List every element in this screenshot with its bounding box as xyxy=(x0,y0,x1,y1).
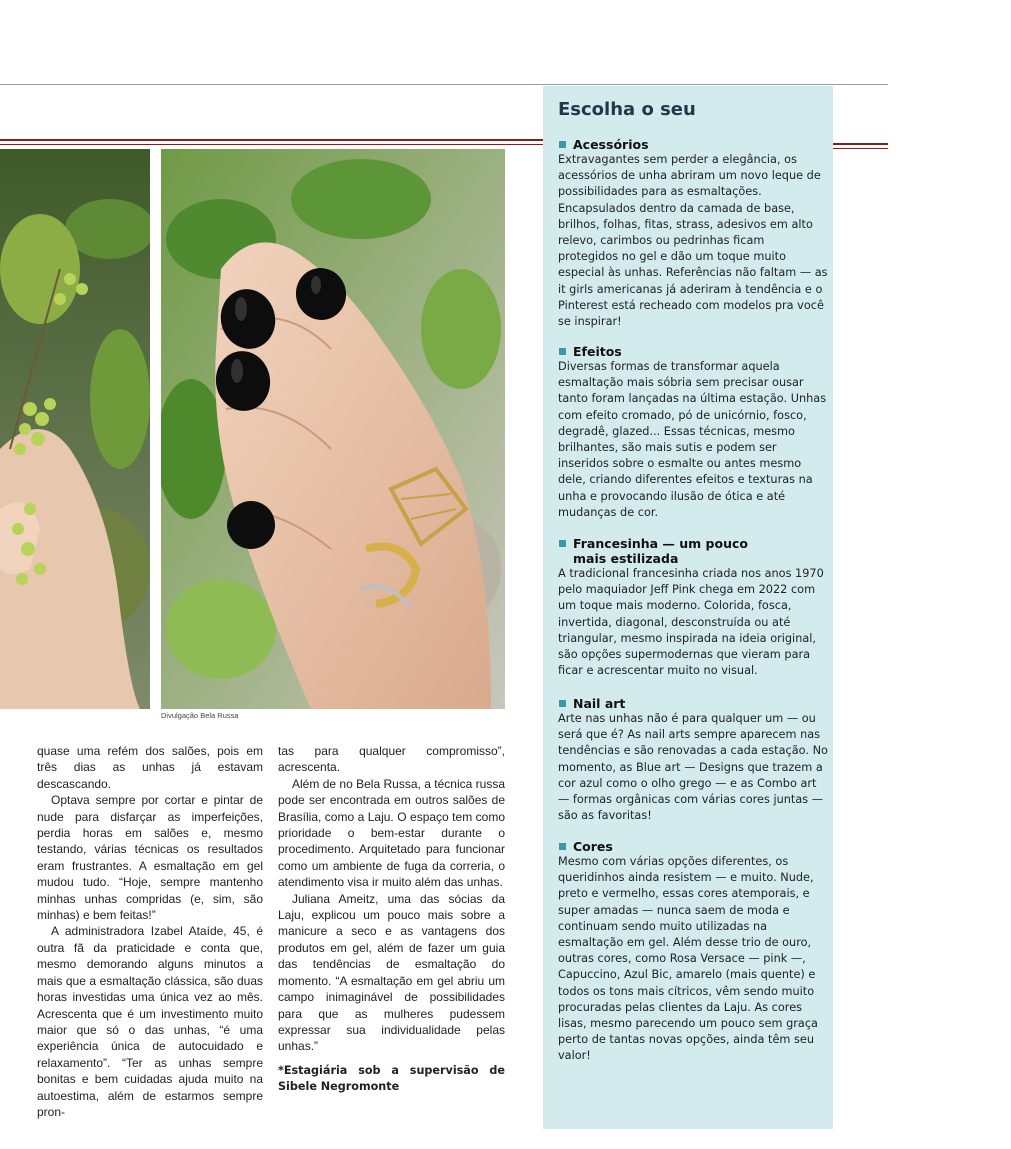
article-paragraph: quase uma refém dos salões, pois em três dias as unhas já estavam descascando. xyxy=(37,744,263,791)
section-body: Diversas formas de transformar aquela esmaltação mais sóbria sem precisar ousar tanto foram lançadas na última estação. Unhas com efeito cromado, pó de unicórnio, fosco, degradê, glazed... Essas técnicas, mesmo brilhantes, são mais sutis e podem ser inseridos sobre o esmalte ou antes mesmo dele, criando diferentes efeitos e texturas na unha e provocando ilusão de ótica e até mudanças de cor. xyxy=(558,360,827,519)
author-note: *Estagiária sob a supervisão de Sibele Negromonte xyxy=(278,1063,505,1094)
article-column-1 xyxy=(37,743,263,1120)
sidebar-section-francesinha xyxy=(558,536,828,679)
section-heading: Francesinha — um pouco mais estilizada xyxy=(573,536,748,566)
square-bullet-icon xyxy=(559,141,566,148)
article-paragraph: Optava sempre por cortar e pintar de nude para disfarçar as imperfeições, perdia horas em salões e, mesmo testando, várias técnicas os resultados eram frustrantes. A esmaltação em gel mudou tudo. “Hoje, sempre mantenho minhas unhas compridas (e, sim, são minhas) e bem feitas!” xyxy=(37,793,263,923)
section-body: A tradicional francesinha criada nos anos 1970 pelo maquiador Jeff Pink chega em 2022 com um toque mais moderno. Colorida, fosca, invertida, diagonal, desconstruída ou até triangular, mesmo inspirada na ideia original, são opções supermodernas que vieram para ficar e acrescentar muito no visual. xyxy=(558,567,824,678)
photo-left-illustration xyxy=(0,149,150,709)
square-bullet-icon xyxy=(559,348,566,355)
article-paragraph: A administradora Izabel Ataíde, 45, é outra fã da praticidade e conta que, mesmo demorando alguns minutos a mais que a esmaltação clássica, são duas horas investidas uma única vez ao mês. Acrescenta que é um investimento muito maior que só o das unhas, “é uma experiência única de autocuidado e relaxamento”. “Ter as unhas sempre bonitas e bem cuidadas ajuda muito na autoestima, além de estarmos sempre pron- xyxy=(37,924,263,1119)
photo-black-nails-illustration xyxy=(161,149,505,709)
section-heading: Efeitos xyxy=(573,344,622,359)
header-rule-right-thin xyxy=(833,148,888,149)
sidebar-section-efeitos xyxy=(558,344,828,521)
top-rule xyxy=(0,84,888,85)
sidebar-section-nail-art xyxy=(558,696,828,824)
sidebar-section-cores xyxy=(558,839,828,1065)
square-bullet-icon xyxy=(559,843,566,850)
article-paragraph: Juliana Ameitz, uma das sócias da Laju, explicou um pouco mais sobre a manicure a seco e as vantagens dos produtos em gel, além de fazer um guia das tendências de esmaltação do momento. “A esmaltação em gel abriu um campo inimaginável de possibilidades para que as mulheres pudessem expressar sua individualidade pelas unhas.” xyxy=(278,891,505,1054)
photo-credit: Divulgação Bela Russa xyxy=(161,711,239,720)
section-body: Mesmo com várias opções diferentes, os queridinhos ainda resistem — e muito. Nude, preto e vermelho, essas cores atemporais, e super amadas — nunca saem de moda e continuam sendo muito utilizadas na esmaltação em gel. Além desse trio de ouro, outras cores, como Rosa Versace — pink —, Capuccino, Azul Bic, amarelo (mais quente) e todos os tons mais cítricos, vêm sendo muito procuradas pelas clientes da Laju. As cores lisas, mesmo parecendo um pouco sem graça perto de tantas novas opções, ainda têm seu valor! xyxy=(558,855,818,1063)
section-heading: Acessórios xyxy=(573,137,649,152)
section-body: Extravagantes sem perder a elegância, os acessórios de unha abriram um novo leque de possibilidades para as esmaltações. Encapsulados dentro da camada de base, brilhos, folhas, fitas, strass, adesivos em alto relevo, carimbos ou pedrinhas ficam protegidos no gel e dão um toque muito especial às unhas. Referências não faltam — as it girls americanas já aderiram à tendência e o Pinterest está recheado com modelos pra você se inspirar! xyxy=(558,153,828,329)
sidebar-section-acessorios xyxy=(558,137,828,330)
photo-left-plant xyxy=(0,149,150,709)
header-rule-left-thin xyxy=(0,144,543,145)
photo-black-nails xyxy=(161,149,505,709)
header-rule-right xyxy=(833,143,888,145)
section-heading: Cores xyxy=(573,839,613,854)
sidebar-title: Escolha o seu xyxy=(558,99,696,120)
section-heading: Nail art xyxy=(573,696,626,711)
header-rule-left xyxy=(0,139,543,141)
square-bullet-icon xyxy=(559,540,566,547)
section-body: Arte nas unhas não é para qualquer um — ou será que é? As nail arts sempre aparecem nas tendências e são renovadas a cada estação. No momento, as Blue art — Designs que trazem a cor azul como o olho grego — e as Combo art — formas orgânicas com várias cores juntas — são as favoritas! xyxy=(558,712,828,823)
article-column-2 xyxy=(278,743,505,1096)
article-paragraph: Além de no Bela Russa, a técnica russa pode ser encontrada em outros salões de Brasília, como a Laju. O espaço tem como prioridade o bem-estar durante o procedimento. Arquitetado para funcionar como um ambiente de fuga da correria, o atendimento visa ir muito além das unhas. xyxy=(278,776,505,890)
square-bullet-icon xyxy=(559,700,566,707)
article-paragraph: tas para qualquer compromisso”, acrescenta. xyxy=(278,744,505,775)
